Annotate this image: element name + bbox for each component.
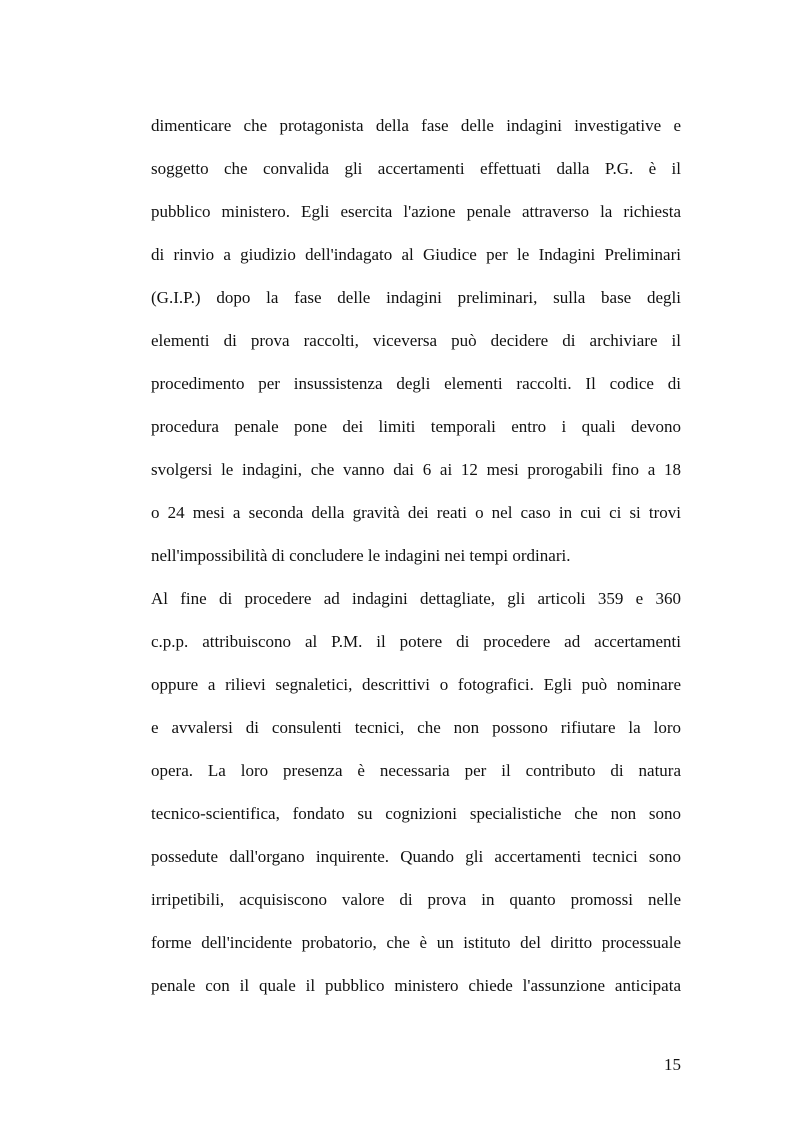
text-line: tecnico-scientifica, fondato su cognizioni specialistiche che non sono	[151, 804, 681, 823]
text-line: di rinvio a giudizio dell'indagato al Giudice per le Indagini Preliminari	[151, 245, 681, 264]
text-line: forme dell'incidente probatorio, che è un istituto del diritto processuale	[151, 933, 681, 952]
text-line: oppure a rilievi segnaletici, descrittivi o fotografici. Egli può nominare	[151, 675, 681, 694]
text-line: e avvalersi di consulenti tecnici, che non possono rifiutare la loro	[151, 718, 681, 737]
text-line: procedimento per insussistenza degli elementi raccolti. Il codice di	[151, 374, 681, 393]
text-line: soggetto che convalida gli accertamenti effettuati dalla P.G. è il	[151, 159, 681, 178]
body-text	[151, 110, 681, 1013]
text-line: elementi di prova raccolti, viceversa può decidere di archiviare il	[151, 331, 681, 350]
text-line: dimenticare che protagonista della fase delle indagini investigative e	[151, 116, 681, 135]
text-line: irripetibili, acquisiscono valore di prova in quanto promossi nelle	[151, 890, 681, 909]
page-number: 15	[664, 1055, 681, 1074]
text-line: pubblico ministero. Egli esercita l'azione penale attraverso la richiesta	[151, 202, 681, 221]
text-line: (G.I.P.) dopo la fase delle indagini preliminari, sulla base degli	[151, 288, 681, 307]
text-line: Al fine di procedere ad indagini dettagliate, gli articoli 359 e 360	[151, 589, 681, 608]
text-line: procedura penale pone dei limiti temporali entro i quali devono	[151, 417, 681, 436]
text-line: penale con il quale il pubblico ministero chiede l'assunzione anticipata	[151, 976, 681, 995]
text-line: nell'impossibilità di concludere le indagini nei tempi ordinari.	[151, 546, 571, 565]
text-line: svolgersi le indagini, che vanno dai 6 ai 12 mesi prorogabili fino a 18	[151, 460, 681, 479]
text-line: opera. La loro presenza è necessaria per il contributo di natura	[151, 761, 681, 780]
paragraph-1	[151, 110, 681, 583]
text-line: possedute dall'organo inquirente. Quando gli accertamenti tecnici sono	[151, 847, 681, 866]
text-line: o 24 mesi a seconda della gravità dei reati o nel caso in cui ci si trovi	[151, 503, 681, 522]
text-line: c.p.p. attribuiscono al P.M. il potere di procedere ad accertamenti	[151, 632, 681, 651]
paragraph-2	[151, 583, 681, 1013]
